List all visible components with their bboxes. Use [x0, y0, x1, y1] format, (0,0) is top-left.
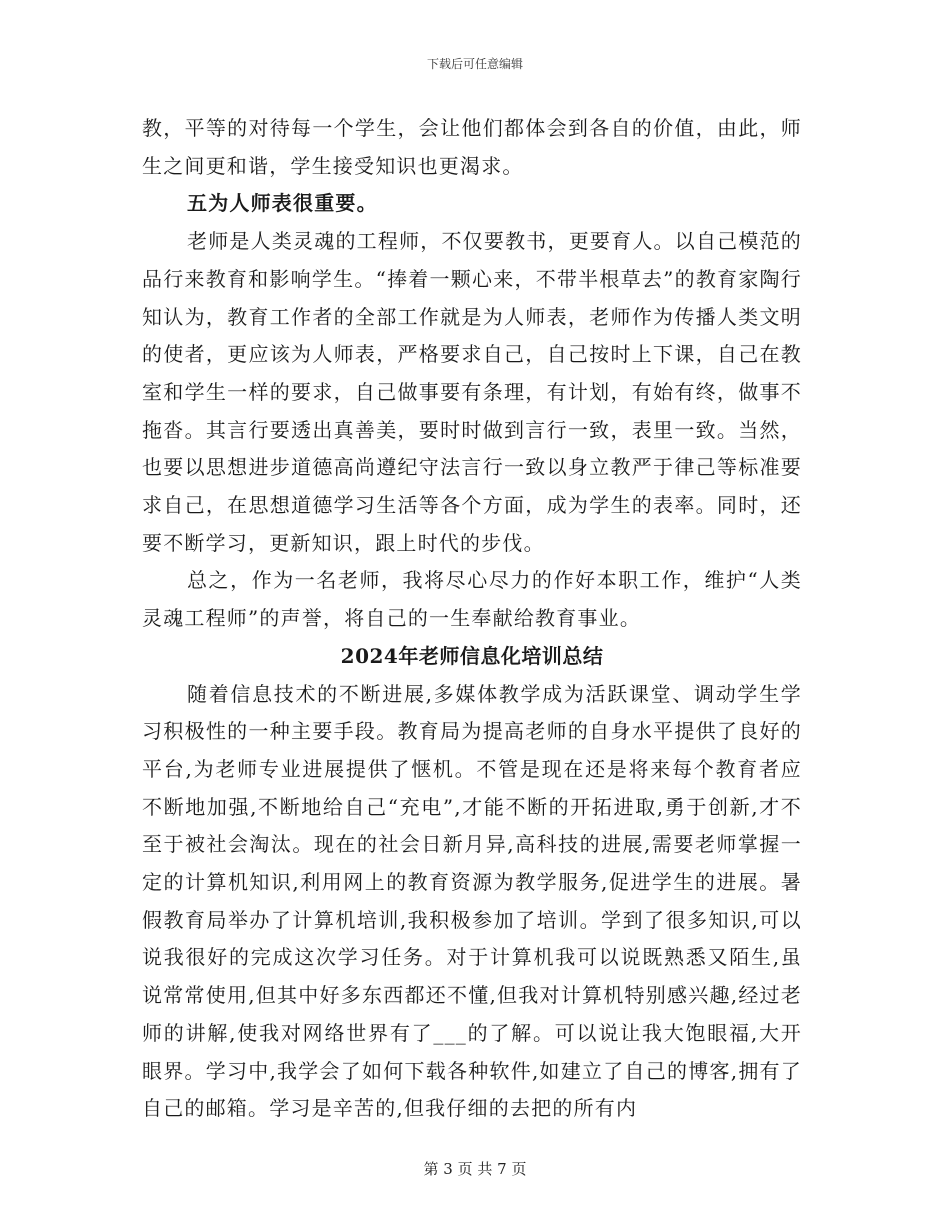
document-body — [142, 110, 802, 1128]
paragraph-training: 随着信息技术的不断进展,多媒体教学成为活跃课堂、调动学生学习积极性的一种主要手段。教育局为提高老师的自身水平提供了良好的平台,为老师专业进展提供了惬机。不管是现在还是将来每个教育者应不断地加强,不断地给自己“充电”,才能不断的开拓进取,勇于创新,才不至于被社会淘汰。现在的社会日新月异,高科技的进展,需要老师掌握一定的计算机知识,利用网上的教育资源为教学服务,促进学生的进展。暑假教育局举办了计算机培训,我积极参加了培训。学到了很多知识,可以说我很好的完成这次学习任务。对于计算机我可以说既熟悉又陌生,虽说常常使用,但其中好多东西都还不懂,但我对计算机特别感兴趣,经过老师的讲解,使我对网络世界有了___的了解。可以说让我大饱眼福,大开眼界。学习中,我学会了如何下载各种软件,如建立了自己的博客,拥有了自己的邮箱。学习是辛苦的,但我仔细的去把的所有内 — [142, 681, 802, 1121]
paragraph-continued: 教，平等的对待每一个学生，会让他们都体会到各自的价值，由此，师生之间更和谐，学生接受知识也更渴求。 — [142, 116, 802, 178]
section-heading-five: 五为人师表很重要。 — [187, 191, 378, 216]
paragraph-role-model: 老师是人类灵魂的工程师，不仅要教书，更要育人。以自己模范的品行来教育和影响学生。“捧着一颗心来，不带半根草去”的教育家陶行知认为，教育工作者的全部工作就是为人师表，老师作为传播人类文明的使者，更应该为人师表，严格要求自己，自己按时上下课，自己在教室和学生一样的要求，自己做事要有条理，有计划，有始有终，做事不拖沓。其言行要透出真善美，要时时做到言行一致，表里一致。当然，也要以思想进步道德高尚遵纪守法言行一致以身立教严于律己等标准要求自己，在思想道德学习生活等各个方面，成为学生的表率。同时，还要不断学习，更新知识，跟上时代的步伐。 — [142, 229, 802, 555]
page-header-note: 下载后可任意编辑 — [426, 57, 523, 71]
document-title: 2024年老师信息化培训总结 — [340, 643, 604, 668]
page-number-footer: 第 3 页 共 7 页 — [423, 1160, 527, 1178]
paragraph-summary: 总之，作为一名老师，我将尽心尽力的作好本职工作，维护“人类灵魂工程师”的声誉，将自己的一生奉献给教育事业。 — [142, 568, 802, 631]
